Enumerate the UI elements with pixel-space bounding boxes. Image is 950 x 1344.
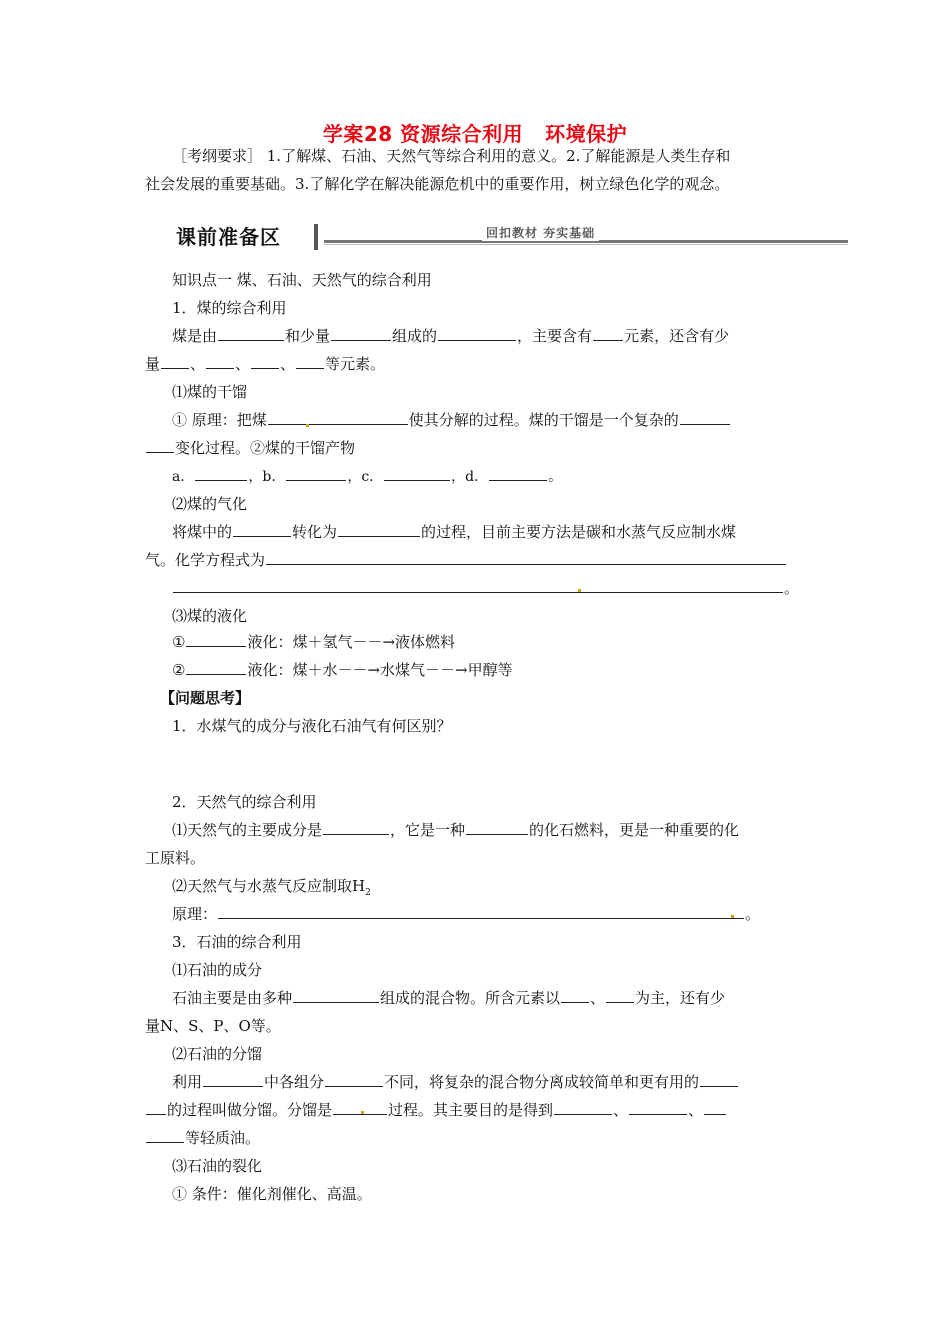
oil-line1: 石油主要是由多种 组成的混合物。所含元素以 、 为主，还有少 <box>172 989 726 1007</box>
cracking-line1: ① 条件：催化剂催化、高温。 <box>172 1185 372 1203</box>
liquefaction-1: ① 液化：煤＋氢气－－→液体燃料 <box>172 633 456 651</box>
speck-mark <box>306 424 309 427</box>
gas-line1: 将煤中的 转化为 的过程，目前主要方法是碳和水蒸气反应制水煤 <box>172 523 737 541</box>
coal-heading: 1．煤的综合利用 <box>172 299 287 317</box>
dry-line1: ① 原理：把煤 使其分解的过程。煤的干馏是一个复杂的 <box>172 410 731 430</box>
dry-line2: 变化过程。②煤的干馏产物 <box>145 438 355 458</box>
speck-mark <box>578 589 581 592</box>
liquefaction-heading: ⑶煤的液化 <box>172 607 248 625</box>
gasification-heading: ⑵煤的气化 <box>172 495 248 513</box>
dry-distillation-heading: ⑴煤的干馏 <box>172 383 248 401</box>
banner-rule-thin <box>324 244 848 245</box>
frac-line2: 的过程叫做分馏。分馏是 过程。其主要目的是得到 、 、 <box>145 1100 727 1120</box>
section-banner <box>176 222 848 252</box>
ng-line4: 原理： 。 <box>172 905 761 923</box>
title-part1: 学案28 资源综合利用 <box>322 122 524 146</box>
coal-line2: 量 、 、 、 等元素。 <box>145 355 386 373</box>
coal-line1: 煤是由 和少量 组成的 ，主要含有 元素，还含有少 <box>172 327 730 345</box>
frac-line3: 等轻质油。 <box>145 1128 260 1148</box>
oil-heading: 3．石油的综合利用 <box>172 933 302 951</box>
requirements-line1: ［考纲要求］ 1.了解煤、石油、天然气等综合利用的意义。2.了解能源是人类生存和 <box>172 147 731 165</box>
speck-mark <box>731 915 734 918</box>
liquefaction-2: ② 液化：煤＋水－－→水煤气－－→甲醇等 <box>172 661 513 679</box>
speck-mark <box>361 1111 364 1114</box>
ng-line2: 工原料。 <box>145 849 206 867</box>
banner-subtitle: 回扣教材 夯实基础 <box>482 224 599 241</box>
fractionation-heading: ⑵石油的分馏 <box>172 1045 263 1063</box>
gas-line2: 气。化学方程式为 <box>145 550 787 570</box>
banner-bar <box>314 224 318 250</box>
banner-label: 课前准备区 <box>176 225 281 249</box>
cracking-heading: ⑶石油的裂化 <box>172 1157 263 1175</box>
oil-line2: 量N、S、P、O等。 <box>145 1017 281 1035</box>
oil-composition-heading: ⑴石油的成分 <box>172 961 263 979</box>
natural-gas-heading: 2．天然气的综合利用 <box>172 793 317 811</box>
question-1: 1．水煤气的成分与液化石油气有何区别？ <box>172 717 452 735</box>
requirements-line2: 社会发展的重要基础。3.了解化学在解决能源危机中的重要作用，树立绿色化学的观念。 <box>145 175 730 193</box>
page-title <box>0 118 950 147</box>
ng-line1: ⑴天然气的主要成分是 ，它是一种 的化石燃料，更是一种重要的化 <box>172 821 740 839</box>
question-heading: 【问题思考】 <box>160 689 251 707</box>
title-part2: 环境保护 <box>545 122 628 146</box>
knowledge-point-1: 知识点一 煤、石油、天然气的综合利用 <box>172 271 432 289</box>
dry-products: a． ，b． ，c． ，d． 。 <box>172 466 562 487</box>
ng-line3: ⑵天然气与水蒸气反应制取$H_2$ <box>172 877 371 898</box>
frac-line1: 利用 中各组分 不同，将复杂的混合物分离成较简单和更有用的 <box>172 1072 739 1092</box>
gas-line3: 。 <box>172 578 799 598</box>
